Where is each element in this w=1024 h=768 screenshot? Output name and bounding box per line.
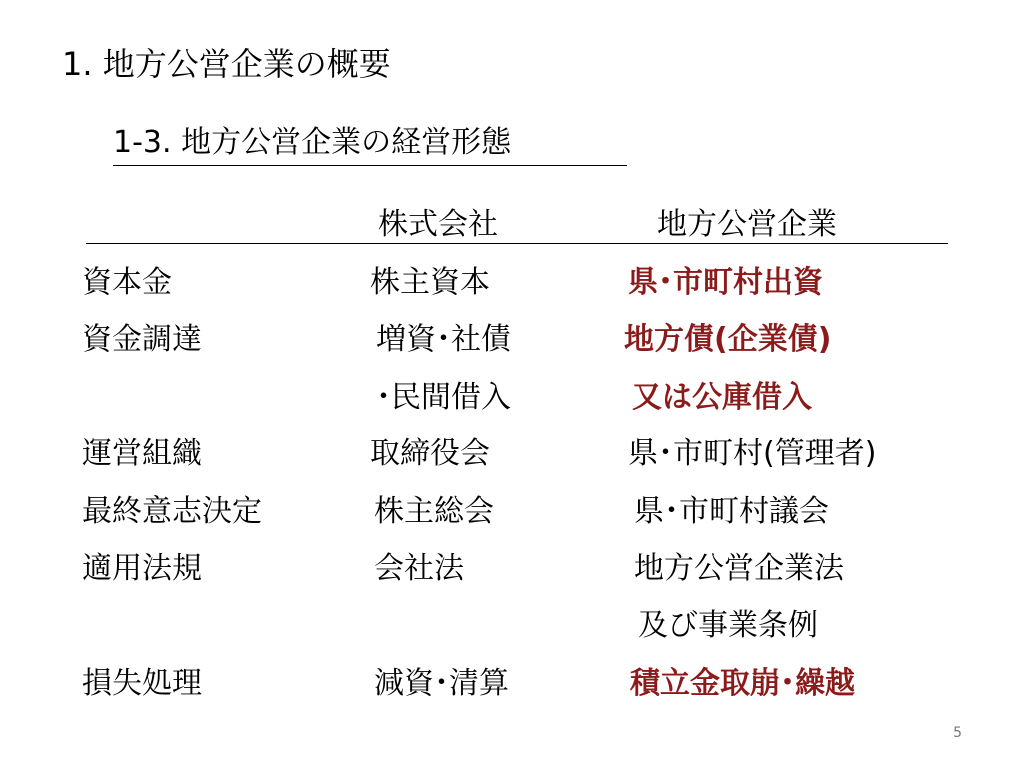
column-header-company: 株式会社	[378, 207, 498, 242]
company-cell: 株主総会	[374, 494, 494, 529]
public-enterprise-cell: 県･市町村(管理者)	[628, 436, 877, 471]
company-cell: 取締役会	[370, 436, 490, 471]
subheading-underline	[113, 165, 627, 166]
row-label: 資本金	[82, 265, 172, 300]
public-enterprise-cell: 県･市町村議会	[634, 494, 829, 529]
public-enterprise-cell: 県･市町村出資	[628, 265, 823, 300]
company-cell: ･民間借入	[376, 380, 511, 415]
public-enterprise-cell: 地方公営企業法	[634, 551, 844, 586]
column-header-public-enterprise: 地方公営企業	[657, 207, 837, 242]
company-cell: 増資･社債	[376, 322, 511, 357]
row-label: 運営組織	[82, 436, 202, 471]
slide-heading: 1. 地方公営企業の概要	[62, 45, 391, 83]
public-enterprise-cell: 積立金取崩･繰越	[630, 666, 855, 701]
public-enterprise-cell: 又は公庫借入	[632, 380, 812, 415]
public-enterprise-cell: 及び事業条例	[638, 608, 818, 643]
row-label: 適用法規	[82, 551, 202, 586]
company-cell: 株主資本	[370, 265, 490, 300]
page-number: 5	[953, 725, 962, 741]
company-cell: 減資･清算	[374, 666, 509, 701]
table-header-rule	[86, 243, 948, 244]
slide-subheading: 1-3. 地方公営企業の経営形態	[113, 125, 512, 160]
company-cell: 会社法	[374, 551, 464, 586]
public-enterprise-cell: 地方債(企業債)	[624, 322, 832, 357]
row-label: 損失処理	[82, 666, 202, 701]
row-label: 最終意志決定	[82, 494, 262, 529]
row-label: 資金調達	[82, 322, 202, 357]
